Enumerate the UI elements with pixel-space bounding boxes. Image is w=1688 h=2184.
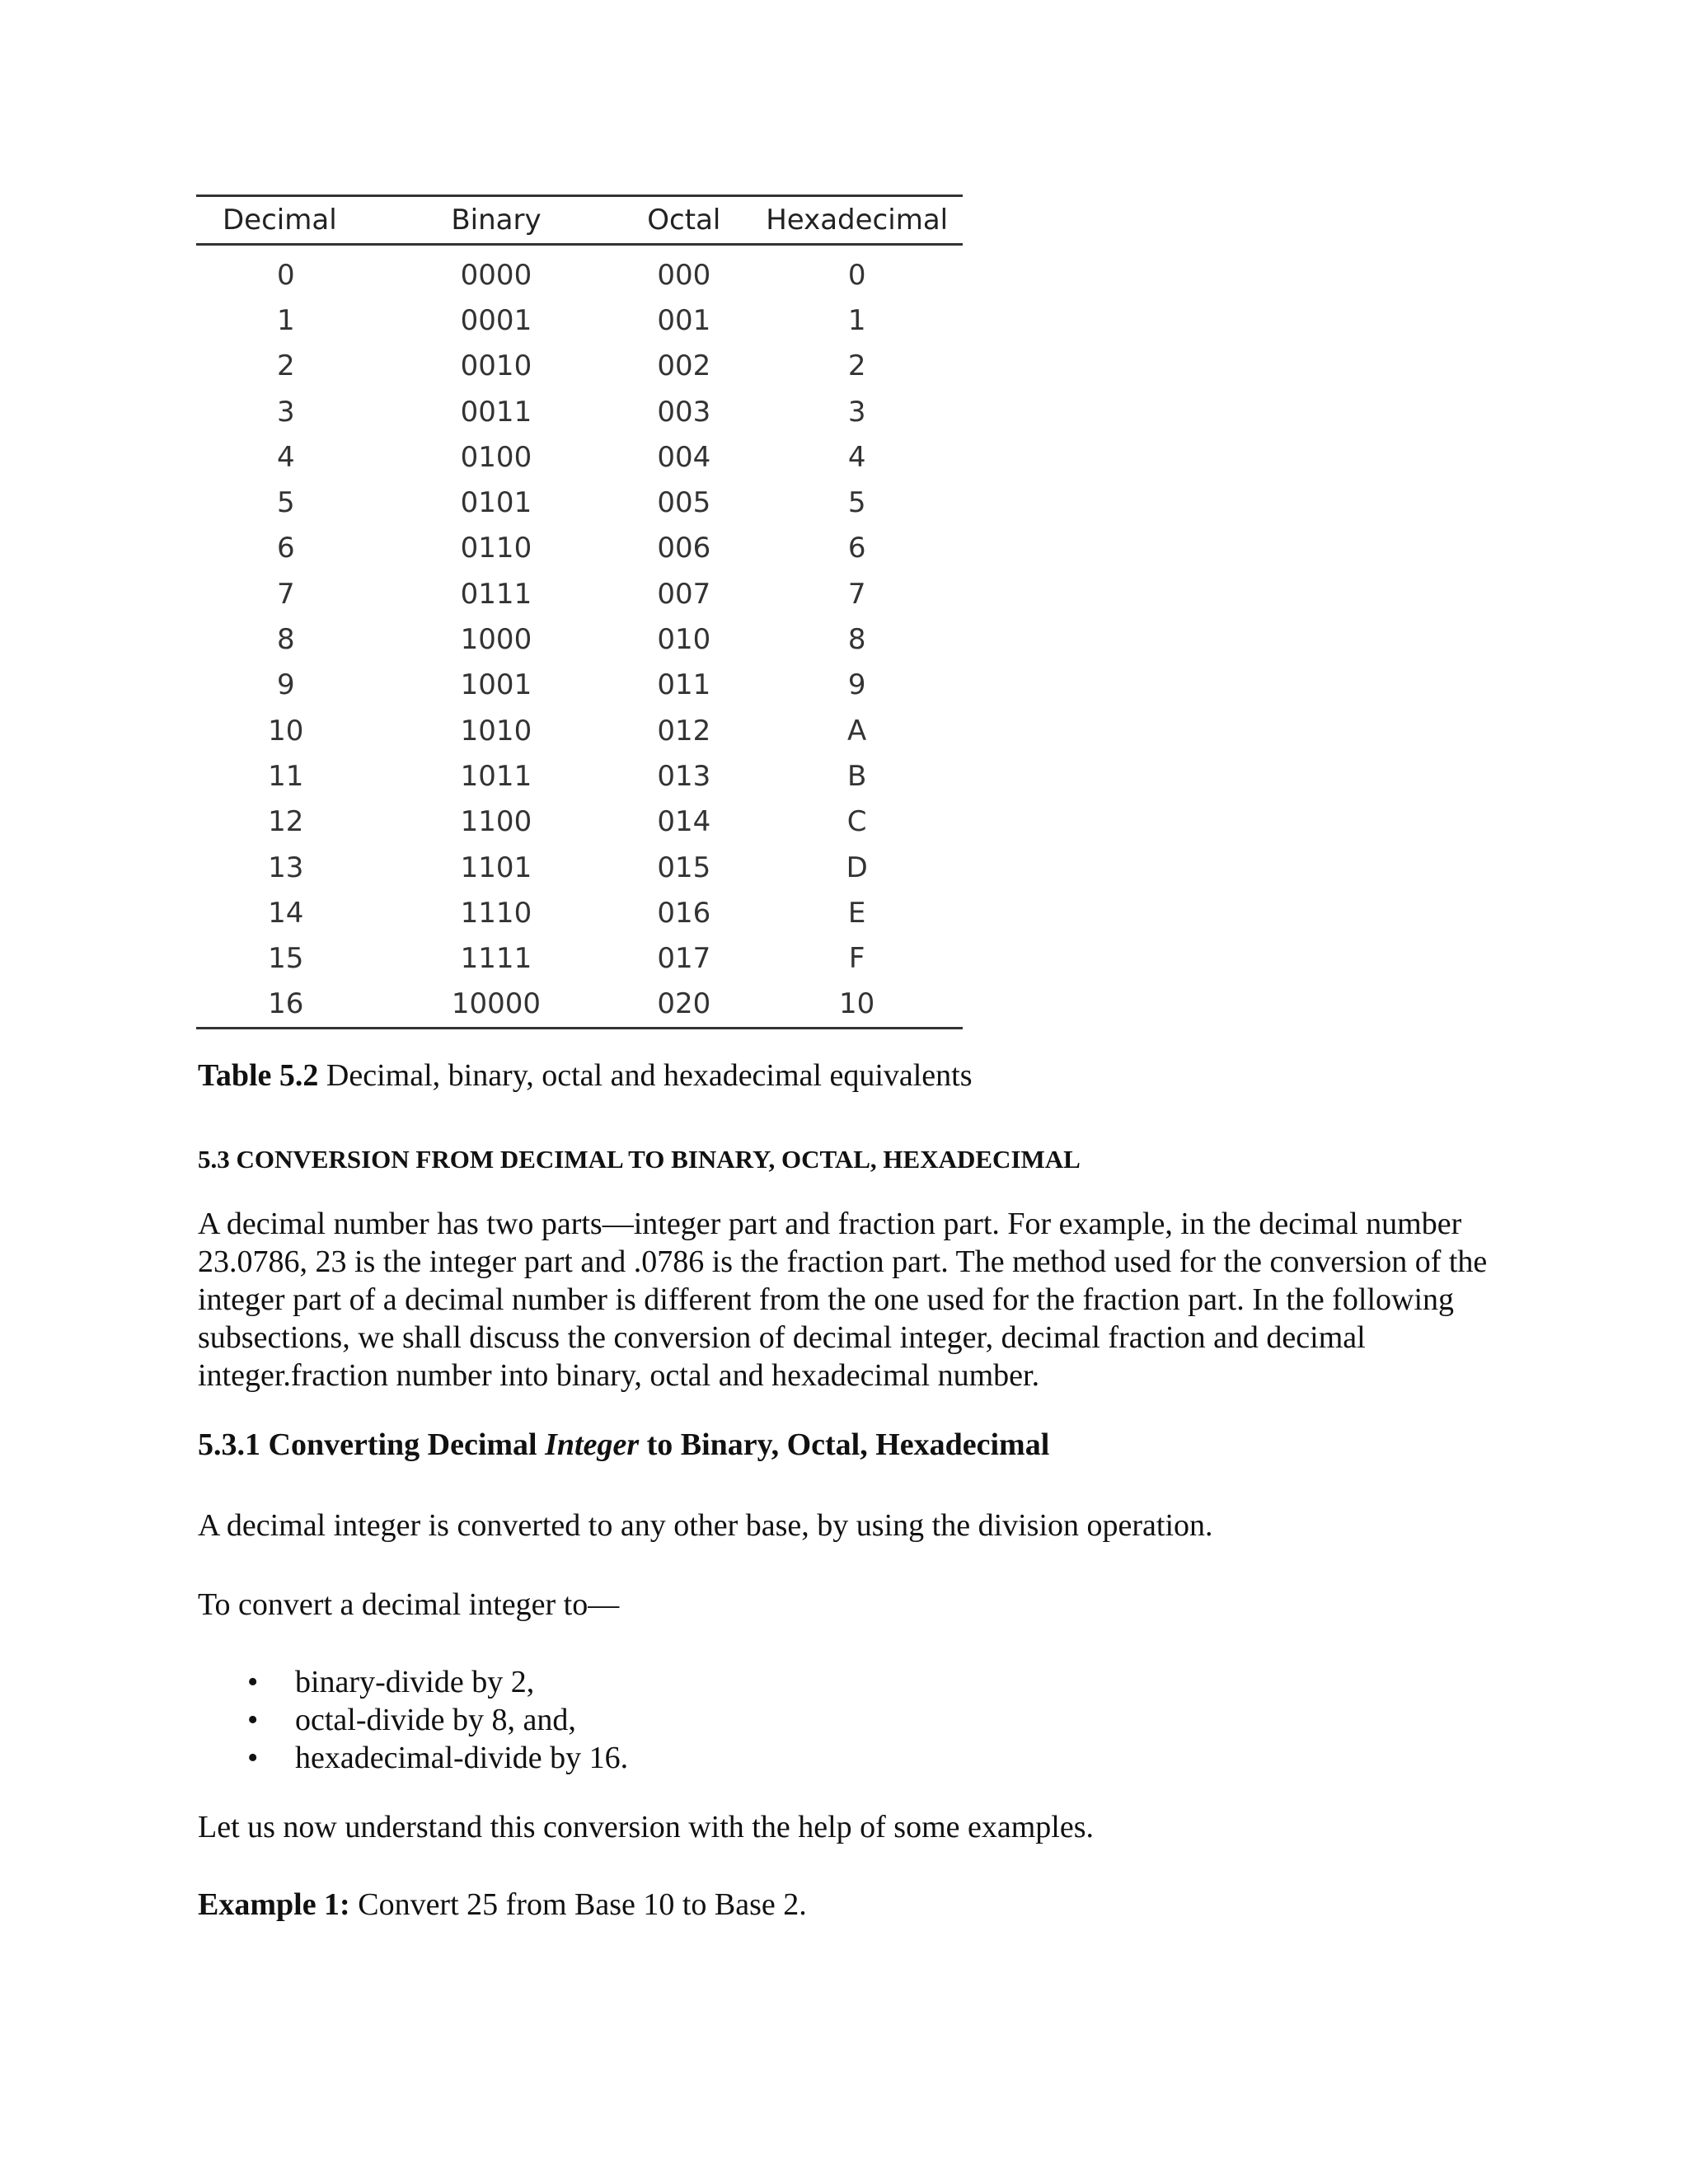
cell-hexadecimal: E: [847, 896, 866, 930]
cell-binary: 10000: [451, 987, 542, 1021]
cell-hexadecimal: 2: [847, 349, 866, 383]
cell-decimal: 7: [276, 577, 295, 611]
table-caption: [198, 1057, 973, 1094]
cell-binary: 0000: [460, 258, 532, 292]
cell-decimal: 0: [276, 258, 295, 292]
cell-binary: 1000: [460, 623, 532, 657]
table-row: [196, 434, 963, 480]
table-row: [196, 753, 963, 799]
cell-octal: 011: [657, 668, 711, 702]
cell-hexadecimal: 5: [847, 486, 866, 520]
table-row: [196, 389, 963, 434]
table-row: [196, 935, 963, 981]
cell-binary: 0011: [460, 395, 532, 429]
cell-hexadecimal: 9: [847, 668, 866, 702]
table-row: [196, 245, 963, 298]
cell-decimal: 16: [268, 987, 304, 1021]
list-item-text: hexadecimal-divide by 16.: [295, 1741, 629, 1775]
conversion-table: [196, 194, 963, 1029]
cell-binary: 0110: [460, 532, 532, 565]
cell-octal: 001: [657, 303, 711, 337]
table-row: [196, 298, 963, 343]
cell-octal: 012: [657, 714, 711, 748]
table-row: [196, 663, 963, 708]
cell-hexadecimal: C: [846, 805, 867, 839]
paragraph-convert-intro: To convert a decimal integer to—: [198, 1587, 620, 1622]
cell-hexadecimal: B: [847, 759, 867, 793]
cell-binary: 0101: [460, 486, 532, 520]
header-hexadecimal: Hexadecimal: [766, 204, 949, 237]
header-octal: Octal: [647, 204, 721, 237]
conversion-table-block: [196, 194, 963, 1029]
table-row: [196, 616, 963, 662]
table-body: [196, 245, 963, 1029]
subheading-before: 5.3.1 Converting Decimal: [198, 1427, 546, 1462]
table-header-row: [196, 196, 963, 245]
cell-decimal: 15: [268, 942, 304, 976]
cell-decimal: 6: [276, 532, 295, 565]
table-row: [196, 480, 963, 525]
cell-octal: 020: [657, 987, 711, 1021]
cell-decimal: 10: [268, 714, 304, 748]
cell-decimal: 11: [268, 759, 304, 793]
cell-hexadecimal: 3: [847, 395, 866, 429]
cell-decimal: 8: [276, 623, 295, 657]
cell-binary: 0100: [460, 440, 532, 474]
header-binary: Binary: [451, 204, 542, 237]
list-item-text: octal-divide by 8, and,: [295, 1703, 576, 1737]
cell-octal: 010: [657, 623, 711, 657]
cell-hexadecimal: 0: [847, 258, 866, 292]
list-item: [198, 1663, 628, 1701]
caption-text: Decimal, binary, octal and hexadecimal equivalents: [318, 1058, 973, 1093]
paragraph-examples-intro: Let us now understand this conversion with the help of some examples.: [198, 1810, 1095, 1844]
cell-decimal: 13: [268, 851, 304, 884]
cell-decimal: 3: [276, 395, 295, 429]
cell-hexadecimal: 4: [847, 440, 866, 474]
cell-octal: 006: [657, 532, 711, 565]
table-row: [196, 845, 963, 890]
paragraph-division: A decimal integer is converted to any other base, by using the division operation.: [198, 1508, 1213, 1543]
cell-octal: 014: [657, 805, 711, 839]
table-row: [196, 982, 963, 1029]
cell-binary: 0111: [460, 577, 532, 611]
table-row: [196, 526, 963, 571]
bullet-icon: •: [247, 1703, 259, 1737]
cell-octal: 004: [657, 440, 711, 474]
cell-binary: 1100: [460, 805, 532, 839]
table-row: [196, 890, 963, 935]
subheading-italic: Integer: [545, 1427, 640, 1462]
cell-hexadecimal: A: [847, 714, 867, 748]
cell-hexadecimal: 8: [847, 623, 866, 657]
cell-binary: 1101: [460, 851, 532, 884]
cell-binary: 1111: [460, 942, 532, 976]
cell-decimal: 4: [276, 440, 295, 474]
cell-hexadecimal: F: [848, 942, 865, 976]
cell-binary: 0001: [460, 303, 532, 337]
cell-octal: 005: [657, 486, 711, 520]
section-heading: 5.3 CONVERSION FROM DECIMAL TO BINARY, OCTAL, HEXADECIMAL: [198, 1145, 1081, 1174]
list-item-text: binary-divide by 2,: [295, 1665, 535, 1699]
table-row: [196, 799, 963, 845]
bullet-icon: •: [247, 1665, 259, 1699]
cell-binary: 0010: [460, 349, 532, 383]
example-1: [198, 1886, 807, 1924]
cell-octal: 002: [657, 349, 711, 383]
subheading-after: to Binary, Octal, Hexadecimal: [639, 1427, 1050, 1462]
cell-decimal: 9: [276, 668, 295, 702]
cell-binary: 1011: [460, 759, 532, 793]
table-row: [196, 571, 963, 616]
example-label: Example 1:: [198, 1887, 350, 1922]
cell-binary: 1001: [460, 668, 532, 702]
cell-decimal: 1: [276, 303, 295, 337]
bullet-icon: •: [247, 1741, 259, 1775]
cell-hexadecimal: 7: [847, 577, 866, 611]
cell-octal: 000: [657, 258, 711, 292]
table-row: [196, 708, 963, 753]
cell-decimal: 5: [276, 486, 295, 520]
cell-binary: 1010: [460, 714, 532, 748]
cell-hexadecimal: D: [846, 851, 868, 884]
caption-label: Table 5.2: [198, 1058, 319, 1093]
cell-octal: 003: [657, 395, 711, 429]
bullet-list: [198, 1663, 628, 1777]
cell-octal: 013: [657, 759, 711, 793]
cell-hexadecimal: 6: [847, 532, 866, 565]
cell-hexadecimal: 1: [847, 303, 866, 337]
cell-octal: 016: [657, 896, 711, 930]
list-item: [198, 1739, 628, 1777]
subsection-heading: [198, 1426, 1049, 1464]
cell-octal: 017: [657, 942, 711, 976]
intro-paragraph: A decimal number has two parts—integer part and fraction part. For example, in the decimal number 23.0786, 23 is the integer part and .0786 is the fraction part. The method used for the conversion of the integer part of a decimal number is different from the one used for the fraction part. In the following subsections, we shall discuss the conversion of decimal integer, decimal fraction and decimal integer.fraction number into binary, octal and hexadecimal number.: [198, 1207, 1488, 1393]
cell-decimal: 12: [268, 805, 304, 839]
list-item: [198, 1701, 628, 1739]
cell-decimal: 2: [276, 349, 295, 383]
table-row: [196, 344, 963, 389]
cell-decimal: 14: [268, 896, 304, 930]
header-decimal: Decimal: [223, 204, 337, 237]
cell-hexadecimal: 10: [839, 987, 875, 1021]
cell-octal: 015: [657, 851, 711, 884]
cell-octal: 007: [657, 577, 711, 611]
cell-binary: 1110: [460, 896, 532, 930]
example-text: Convert 25 from Base 10 to Base 2.: [349, 1887, 807, 1922]
